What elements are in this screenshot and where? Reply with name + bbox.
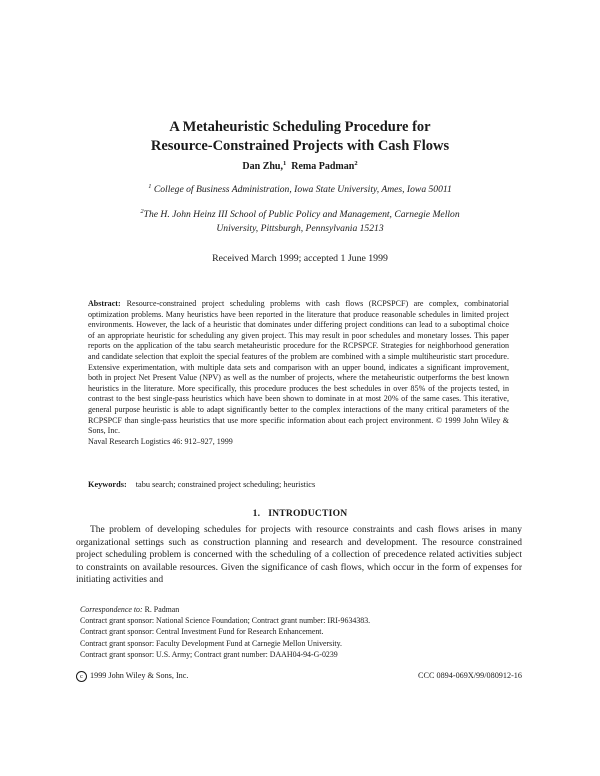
footnotes bbox=[80, 604, 370, 660]
affiliation-text-line-1: The H. John Heinz III School of Public Policy and Management, Carnegie Mellon bbox=[143, 209, 460, 220]
grant-line: Contract grant sponsor: National Science Foundation; Contract grant number: IRI-9634383. bbox=[80, 616, 371, 626]
section-title: INTRODUCTION bbox=[268, 508, 348, 519]
affiliation-text: College of Business Administration, Iowa State University, Ames, Iowa 50011 bbox=[153, 184, 452, 195]
affiliation-text-line-2: University, Pittsburgh, Pennsylvania 15213 bbox=[216, 223, 384, 234]
section-heading bbox=[0, 508, 600, 519]
author-affiliation-mark: 2 bbox=[354, 160, 358, 167]
author-list bbox=[0, 161, 600, 172]
affiliation-mark: 2 bbox=[140, 208, 144, 215]
correspondence bbox=[80, 604, 370, 615]
keywords-label: Keywords: bbox=[88, 480, 127, 489]
copyright-text: 1999 John Wiley & Sons, Inc. bbox=[90, 671, 189, 681]
received-date: Received March 1999; accepted 1 June 1999 bbox=[212, 253, 388, 264]
paper-title bbox=[0, 118, 600, 156]
copyright-icon: c bbox=[76, 671, 87, 682]
copyright bbox=[76, 671, 188, 680]
abstract bbox=[88, 299, 509, 447]
abstract-text: Resource-constrained project scheduling problems with cash flows (RCPSPCF) are complex, combinatorial optimization problems. Many heuristics have been reported in the literature that produce reasonable schedules in limited project environments. However, the lack of a heuristic that dominates under differing project conditions can lead to a suboptimal choice of an appropriate heuristic for scheduling any given project. This may result in poor schedules and monetary losses. This paper reports on the application of the tabu search metaheuristic procedure for the RCPSPCF. Strategies for neighborhood generation and candidate selection that exploit the special features of the problem are combined with a simple multiheuristic start procedure. Extensive experimentation, with multiple data sets and comparison with an upper bound, indicates a significant improvement, both in project Net Present Value (NPV) as well as the number of projects, where the metaheuristic outperforms the best known heuristics in the literature. More specifically, this procedure produces the best schedules in over 85% of the projects tested, in contrast to the best single-pass heuristics which have been shown to dominate in at most 20% of the same cases. This iterative, general purpose heuristic is able to adapt significantly better to the complex interactions of the many critical parameters of the RCPSPCF than single-pass heuristics that use more specific information about each project environment. © 1999 John Wiley & Sons, Inc. bbox=[88, 299, 509, 436]
keywords-text: tabu search; constrained project scheduling; heuristics bbox=[135, 480, 316, 489]
abstract-label: Abstract: bbox=[88, 299, 121, 308]
correspondence-label: Correspondence to: bbox=[80, 605, 143, 614]
correspondence-name: R. Padman bbox=[144, 605, 180, 614]
affiliation-mark: 1 bbox=[148, 183, 152, 190]
grant-line: Contract grant sponsor: Central Investment Fund for Research Enhancement. bbox=[80, 627, 324, 637]
grant-line: Contract grant sponsor: U.S. Army; Contract grant number: DAAH04-94-G-0239 bbox=[80, 649, 338, 659]
author-affiliation-mark: 1 bbox=[283, 160, 287, 167]
affiliation-2 bbox=[0, 208, 600, 236]
grant-line: Contract grant sponsor: Faculty Development Fund at Carnegie Mellon University. bbox=[80, 638, 343, 648]
page-footer bbox=[76, 671, 522, 682]
keywords bbox=[88, 480, 509, 489]
affiliation-1 bbox=[0, 183, 600, 197]
author-name: Dan Zhu, bbox=[242, 161, 283, 172]
intro-paragraph: The problem of developing schedules for projects with resource constraints and cash flows arises in many organizational settings such as construction planning and research and development. The resource constrained project scheduling problem is concerned with the scheduling of a collection of precedence related activities subject to constraints on available resources. Given the significance of cash flows, which occur in the form of expenses for initiating activities and bbox=[76, 525, 522, 586]
title-line-1: A Metaheuristic Scheduling Procedure for bbox=[169, 119, 431, 135]
section-number: 1. bbox=[252, 508, 261, 519]
title-line-2: Resource-Constrained Projects with Cash Flows bbox=[150, 138, 450, 154]
journal-citation: Naval Research Logistics 46: 912–927, 1999 bbox=[88, 436, 233, 446]
ccc-code: CCC 0894-069X/99/080912-16 bbox=[418, 671, 522, 680]
author-name: Rema Padman bbox=[291, 161, 355, 172]
